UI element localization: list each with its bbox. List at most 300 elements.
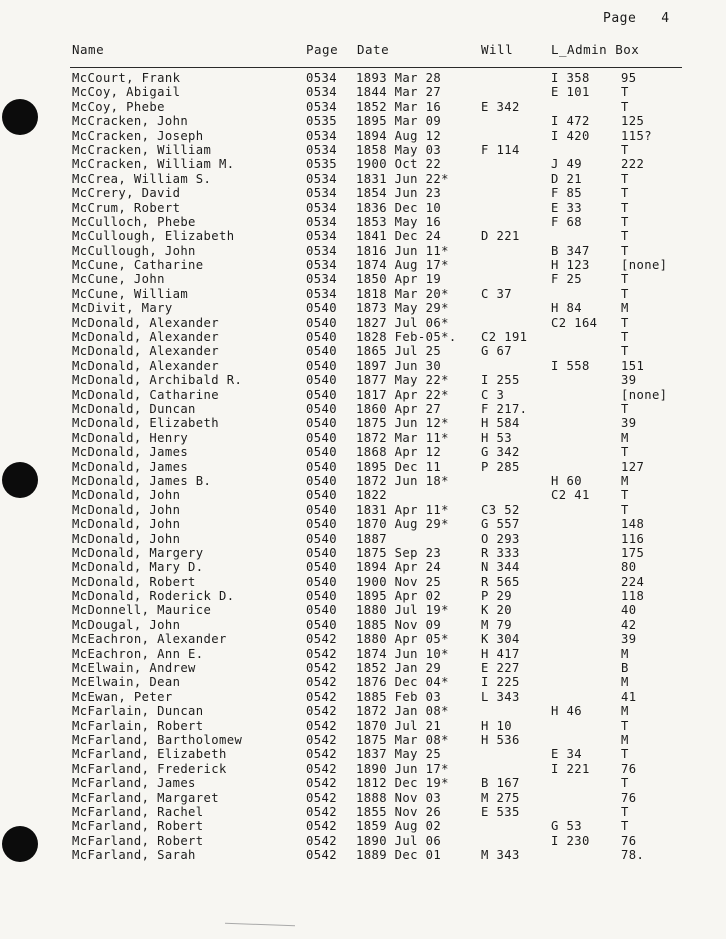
record-box: [none] [621, 258, 668, 273]
record-date: 1885 Feb 03 [356, 689, 442, 704]
record-page: 0540 [306, 330, 337, 345]
record-admin: C2 164 [551, 315, 598, 330]
record-box: T [621, 330, 629, 345]
record-page: 0540 [306, 502, 337, 517]
record-page: 0540 [306, 473, 337, 488]
record-name: McFarland, Robert [72, 833, 204, 848]
record-will: K 20 [481, 603, 512, 618]
table-row [0, 747, 726, 761]
record-name: McFarland, Elizabeth [72, 747, 227, 762]
record-name: McDonnell, Maurice [72, 603, 212, 618]
record-page: 0540 [306, 430, 337, 445]
record-page: 0542 [306, 661, 337, 676]
record-box: 76 [621, 790, 637, 805]
record-will: E 535 [481, 804, 520, 819]
record-date: 1897 Jun 30 [356, 358, 442, 373]
record-date: 1876 Dec 04* [356, 675, 449, 690]
table-row [0, 344, 726, 358]
record-date: 1872 Jan 08* [356, 704, 449, 719]
table-row [0, 618, 726, 632]
table-row [0, 805, 726, 819]
record-will: O 293 [481, 531, 520, 546]
record-page: 0534 [306, 186, 337, 201]
record-will: K 304 [481, 632, 520, 647]
record-will: R 565 [481, 574, 520, 589]
record-date: 1880 Apr 05* [356, 632, 449, 647]
record-will: P 285 [481, 459, 520, 474]
record-date: 1885 Nov 09 [356, 617, 442, 632]
table-row [0, 848, 726, 862]
record-will: H 10 [481, 718, 512, 733]
record-page: 0534 [306, 171, 337, 186]
record-admin: H 46 [551, 704, 582, 719]
record-admin: F 68 [551, 214, 582, 229]
record-box: 127 [621, 459, 645, 474]
record-page: 0534 [306, 85, 337, 100]
page-label: Page [603, 11, 637, 26]
header-page: Page [306, 42, 339, 57]
record-box: 41 [621, 689, 637, 704]
record-date: 1889 Dec 01 [356, 848, 442, 863]
table-row [0, 791, 726, 805]
table-row [0, 201, 726, 215]
table-row [0, 704, 726, 718]
table-row [0, 560, 726, 574]
record-will: I 225 [481, 675, 520, 690]
table-row [0, 603, 726, 617]
table-row [0, 272, 726, 286]
record-box: T [621, 142, 629, 157]
page-number-value: 4 [661, 11, 670, 26]
record-will: F 217. [481, 401, 528, 416]
record-box: T [621, 229, 629, 244]
scan-smudge [225, 923, 295, 926]
record-box: M [621, 646, 629, 661]
record-date: 1827 Jul 06* [356, 315, 449, 330]
record-date: 1812 Dec 19* [356, 776, 449, 791]
record-box: 125 [621, 114, 645, 129]
record-date: 1853 May 16 [356, 214, 442, 229]
record-date: 1875 Sep 23 [356, 545, 442, 560]
record-will: L 343 [481, 689, 520, 704]
record-box: T [621, 502, 629, 517]
record-box: M [621, 675, 629, 690]
record-date: 1831 Apr 11* [356, 502, 449, 517]
record-page: 0542 [306, 819, 337, 834]
record-box: T [621, 804, 629, 819]
record-page: 0540 [306, 488, 337, 503]
record-date: 1844 Mar 27 [356, 85, 442, 100]
record-name: McElwain, Andrew [72, 661, 196, 676]
record-date: 1877 May 22* [356, 373, 449, 388]
table-row [0, 258, 726, 272]
record-name: McDonald, Mary D. [72, 560, 204, 575]
record-date: 1875 Jun 12* [356, 416, 449, 431]
record-name: McFarland, Frederick [72, 761, 227, 776]
record-page: 0540 [306, 445, 337, 460]
record-admin: E 33 [551, 200, 582, 215]
record-page: 0540 [306, 545, 337, 560]
record-page: 0542 [306, 689, 337, 704]
record-date: 1870 Jul 21 [356, 718, 442, 733]
record-box: 175 [621, 545, 645, 560]
record-date: 1880 Jul 19* [356, 603, 449, 618]
record-name: McCourt, Frank [72, 71, 181, 85]
record-name: McDonald, Alexander [72, 315, 220, 330]
table-row [0, 834, 726, 848]
record-box: 39 [621, 632, 637, 647]
record-page: 0542 [306, 718, 337, 733]
record-name: McDivit, Mary [72, 301, 173, 316]
record-date: 1873 May 29* [356, 301, 449, 316]
record-box: 115? [621, 128, 652, 143]
table-row [0, 143, 726, 157]
record-date: 1900 Nov 25 [356, 574, 442, 589]
record-admin: H 84 [551, 301, 582, 316]
record-name: McDonald, Elizabeth [72, 416, 220, 431]
record-page: 0540 [306, 459, 337, 474]
record-box: M [621, 301, 629, 316]
record-date: 1900 Oct 22 [356, 157, 442, 172]
record-box: T [621, 488, 629, 503]
table-row [0, 719, 726, 733]
record-page: 0535 [306, 114, 337, 129]
record-date: 1872 Mar 11* [356, 430, 449, 445]
record-admin: H 123 [551, 258, 590, 273]
record-date: 1890 Jun 17* [356, 761, 449, 776]
record-will: E 227 [481, 661, 520, 676]
record-page: 0540 [306, 617, 337, 632]
table-row [0, 733, 726, 747]
table-row [0, 388, 726, 402]
record-will: G 557 [481, 517, 520, 532]
record-box: 80 [621, 560, 637, 575]
record-page: 0540 [306, 574, 337, 589]
record-admin: E 101 [551, 85, 590, 100]
table-row [0, 330, 726, 344]
record-date: 1895 Apr 02 [356, 589, 442, 604]
record-admin: I 358 [551, 71, 590, 85]
record-will: G 342 [481, 445, 520, 460]
record-box: 76 [621, 833, 637, 848]
table-row [0, 416, 726, 430]
record-page: 0540 [306, 373, 337, 388]
record-date: 1859 Aug 02 [356, 819, 442, 834]
table-row [0, 85, 726, 99]
table-row [0, 402, 726, 416]
record-date: 1865 Jul 25 [356, 344, 442, 359]
header-divider [70, 67, 682, 68]
record-name: McCrum, Robert [72, 200, 181, 215]
record-box: T [621, 344, 629, 359]
record-name: McDonald, Henry [72, 430, 189, 445]
record-name: McFarland, Robert [72, 819, 204, 834]
record-will: B 167 [481, 776, 520, 791]
table-row [0, 474, 726, 488]
record-will: N 344 [481, 560, 520, 575]
record-page: 0540 [306, 387, 337, 402]
record-box: 222 [621, 157, 645, 172]
record-date: 1894 Aug 12 [356, 128, 442, 143]
record-admin: F 85 [551, 186, 582, 201]
record-page: 0534 [306, 142, 337, 157]
record-page: 0540 [306, 603, 337, 618]
record-box: T [621, 747, 629, 762]
record-box: T [621, 401, 629, 416]
record-admin: B 347 [551, 243, 590, 258]
record-date: 1890 Jul 06 [356, 833, 442, 848]
record-page: 0540 [306, 517, 337, 532]
record-date: 1850 Apr 19 [356, 272, 442, 287]
record-page: 0540 [306, 416, 337, 431]
record-page: 0542 [306, 761, 337, 776]
record-admin: D 21 [551, 171, 582, 186]
table-row [0, 445, 726, 459]
record-page: 0542 [306, 732, 337, 747]
record-page: 0534 [306, 99, 337, 114]
record-name: McEachron, Alexander [72, 632, 227, 647]
record-name: McCune, William [72, 286, 189, 301]
header-admin-box: L_Admin Box [551, 42, 640, 57]
table-row [0, 575, 726, 589]
record-page: 0542 [306, 848, 337, 863]
record-page: 0534 [306, 128, 337, 143]
record-admin: G 53 [551, 819, 582, 834]
record-page: 0540 [306, 531, 337, 546]
record-date: 1887 [356, 531, 387, 546]
record-page: 0540 [306, 315, 337, 330]
record-box: T [621, 776, 629, 791]
record-box: T [621, 286, 629, 301]
record-name: McDonald, James B. [72, 473, 212, 488]
record-box: B [621, 661, 629, 676]
punch-hole-bottom [2, 826, 38, 862]
record-will: C 37 [481, 286, 512, 301]
table-row [0, 244, 726, 258]
record-page: 0542 [306, 747, 337, 762]
record-box: T [621, 186, 629, 201]
record-name: McFarland, Sarah [72, 848, 196, 863]
table-row [0, 431, 726, 445]
record-page: 0534 [306, 258, 337, 273]
record-date: 1828 Feb-05*. [356, 330, 457, 345]
record-name: McDonald, Roderick D. [72, 589, 235, 604]
table-row [0, 287, 726, 301]
record-table [0, 71, 726, 862]
record-will: R 333 [481, 545, 520, 560]
record-box: M [621, 704, 629, 719]
record-name: McCracken, William [72, 142, 212, 157]
record-name: McCracken, John [72, 114, 189, 129]
header-date: Date [357, 42, 390, 57]
record-will: G 67 [481, 344, 512, 359]
record-name: McFarlain, Robert [72, 718, 204, 733]
record-page: 0540 [306, 358, 337, 373]
record-name: McDonald, Alexander [72, 330, 220, 345]
record-date: 1818 Mar 20* [356, 286, 449, 301]
record-date: 1837 May 25 [356, 747, 442, 762]
table-row [0, 488, 726, 502]
record-name: McCrery, David [72, 186, 181, 201]
record-will: I 255 [481, 373, 520, 388]
record-name: McDougal, John [72, 617, 181, 632]
table-row [0, 517, 726, 531]
record-box: T [621, 243, 629, 258]
record-box: T [621, 200, 629, 215]
record-will: H 536 [481, 732, 520, 747]
record-box: T [621, 214, 629, 229]
record-page: 0542 [306, 804, 337, 819]
record-name: McCullough, John [72, 243, 196, 258]
record-box: 42 [621, 617, 637, 632]
record-page: 0534 [306, 214, 337, 229]
record-date: 1836 Dec 10 [356, 200, 442, 215]
record-date: 1875 Mar 08* [356, 732, 449, 747]
record-box: M [621, 430, 629, 445]
record-admin: I 221 [551, 761, 590, 776]
table-row [0, 762, 726, 776]
table-row [0, 114, 726, 128]
record-box: T [621, 819, 629, 834]
record-name: McEwan, Peter [72, 689, 173, 704]
record-name: McCoy, Phebe [72, 99, 165, 114]
record-page: 0540 [306, 589, 337, 604]
record-admin: I 420 [551, 128, 590, 143]
header-will: Will [481, 42, 514, 57]
record-admin: F 25 [551, 272, 582, 287]
record-name: McDonald, Archibald R. [72, 373, 243, 388]
record-box: [none] [621, 387, 668, 402]
table-row [0, 819, 726, 833]
record-box: 76 [621, 761, 637, 776]
record-name: McEachron, Ann E. [72, 646, 204, 661]
record-name: McFarland, Rachel [72, 804, 204, 819]
record-box: T [621, 99, 629, 114]
record-page: 0534 [306, 243, 337, 258]
record-page: 0534 [306, 286, 337, 301]
record-box: 118 [621, 589, 645, 604]
record-date: 1860 Apr 27 [356, 401, 442, 416]
record-date: 1817 Apr 22* [356, 387, 449, 402]
record-name: McDonald, James [72, 459, 189, 474]
record-page: 0534 [306, 272, 337, 287]
table-row [0, 316, 726, 330]
record-page: 0542 [306, 833, 337, 848]
record-page: 0535 [306, 157, 337, 172]
record-name: McDonald, Alexander [72, 358, 220, 373]
record-page: 0542 [306, 632, 337, 647]
record-box: T [621, 272, 629, 287]
record-will: H 417 [481, 646, 520, 661]
table-row [0, 359, 726, 373]
table-row [0, 301, 726, 315]
record-name: McDonald, John [72, 517, 181, 532]
record-box: 78. [621, 848, 645, 863]
record-name: McFarland, Margaret [72, 790, 220, 805]
record-will: M 79 [481, 617, 512, 632]
record-date: 1874 Jun 10* [356, 646, 449, 661]
record-box: 148 [621, 517, 645, 532]
record-name: McFarland, Bartholomew [72, 732, 243, 747]
record-page: 0540 [306, 301, 337, 316]
record-box: 40 [621, 603, 637, 618]
record-name: McDonald, Robert [72, 574, 196, 589]
table-row [0, 129, 726, 143]
record-name: McFarlain, Duncan [72, 704, 204, 719]
record-box: T [621, 445, 629, 460]
record-date: 1895 Dec 11 [356, 459, 442, 474]
record-will: H 584 [481, 416, 520, 431]
table-row [0, 229, 726, 243]
record-name: McCune, Catharine [72, 258, 204, 273]
record-date: 1893 Mar 28 [356, 71, 442, 85]
record-date: 1841 Dec 24 [356, 229, 442, 244]
record-name: McCracken, William M. [72, 157, 235, 172]
record-page: 0542 [306, 646, 337, 661]
record-date: 1895 Mar 09 [356, 114, 442, 129]
record-name: McElwain, Dean [72, 675, 181, 690]
record-box: 39 [621, 373, 637, 388]
table-row [0, 776, 726, 790]
record-admin: H 60 [551, 473, 582, 488]
record-name: McCune, John [72, 272, 165, 287]
record-date: 1831 Jun 22* [356, 171, 449, 186]
record-name: McCullough, Elizabeth [72, 229, 235, 244]
punch-hole-middle [2, 462, 38, 498]
table-row [0, 632, 726, 646]
table-row [0, 589, 726, 603]
record-name: McCoy, Abigail [72, 85, 181, 100]
record-box: 151 [621, 358, 645, 373]
record-box: 116 [621, 531, 645, 546]
record-will: M 343 [481, 848, 520, 863]
table-row [0, 661, 726, 675]
record-date: 1868 Apr 12 [356, 445, 442, 460]
record-page: 0542 [306, 704, 337, 719]
record-page: 0542 [306, 790, 337, 805]
record-name: McCracken, Joseph [72, 128, 204, 143]
record-page: 0540 [306, 401, 337, 416]
table-row [0, 532, 726, 546]
record-name: McDonald, James [72, 445, 189, 460]
record-box: T [621, 718, 629, 733]
record-will: D 221 [481, 229, 520, 244]
record-admin: I 472 [551, 114, 590, 129]
record-name: McDonald, Margery [72, 545, 204, 560]
table-row [0, 100, 726, 114]
record-date: 1854 Jun 23 [356, 186, 442, 201]
record-box: 39 [621, 416, 637, 431]
punch-hole-top [2, 99, 38, 135]
record-name: McCrea, William S. [72, 171, 212, 186]
record-date: 1816 Jun 11* [356, 243, 449, 258]
record-page: 0542 [306, 675, 337, 690]
record-date: 1852 Jan 29 [356, 661, 442, 676]
record-name: McDonald, John [72, 488, 181, 503]
record-box: 95 [621, 71, 637, 85]
record-page: 0540 [306, 560, 337, 575]
record-name: McDonald, John [72, 502, 181, 517]
table-row [0, 503, 726, 517]
record-will: C3 52 [481, 502, 520, 517]
record-date: 1894 Apr 24 [356, 560, 442, 575]
record-box: 224 [621, 574, 645, 589]
table-row [0, 215, 726, 229]
table-row [0, 71, 726, 85]
table-row [0, 157, 726, 171]
table-row [0, 647, 726, 661]
record-date: 1888 Nov 03 [356, 790, 442, 805]
